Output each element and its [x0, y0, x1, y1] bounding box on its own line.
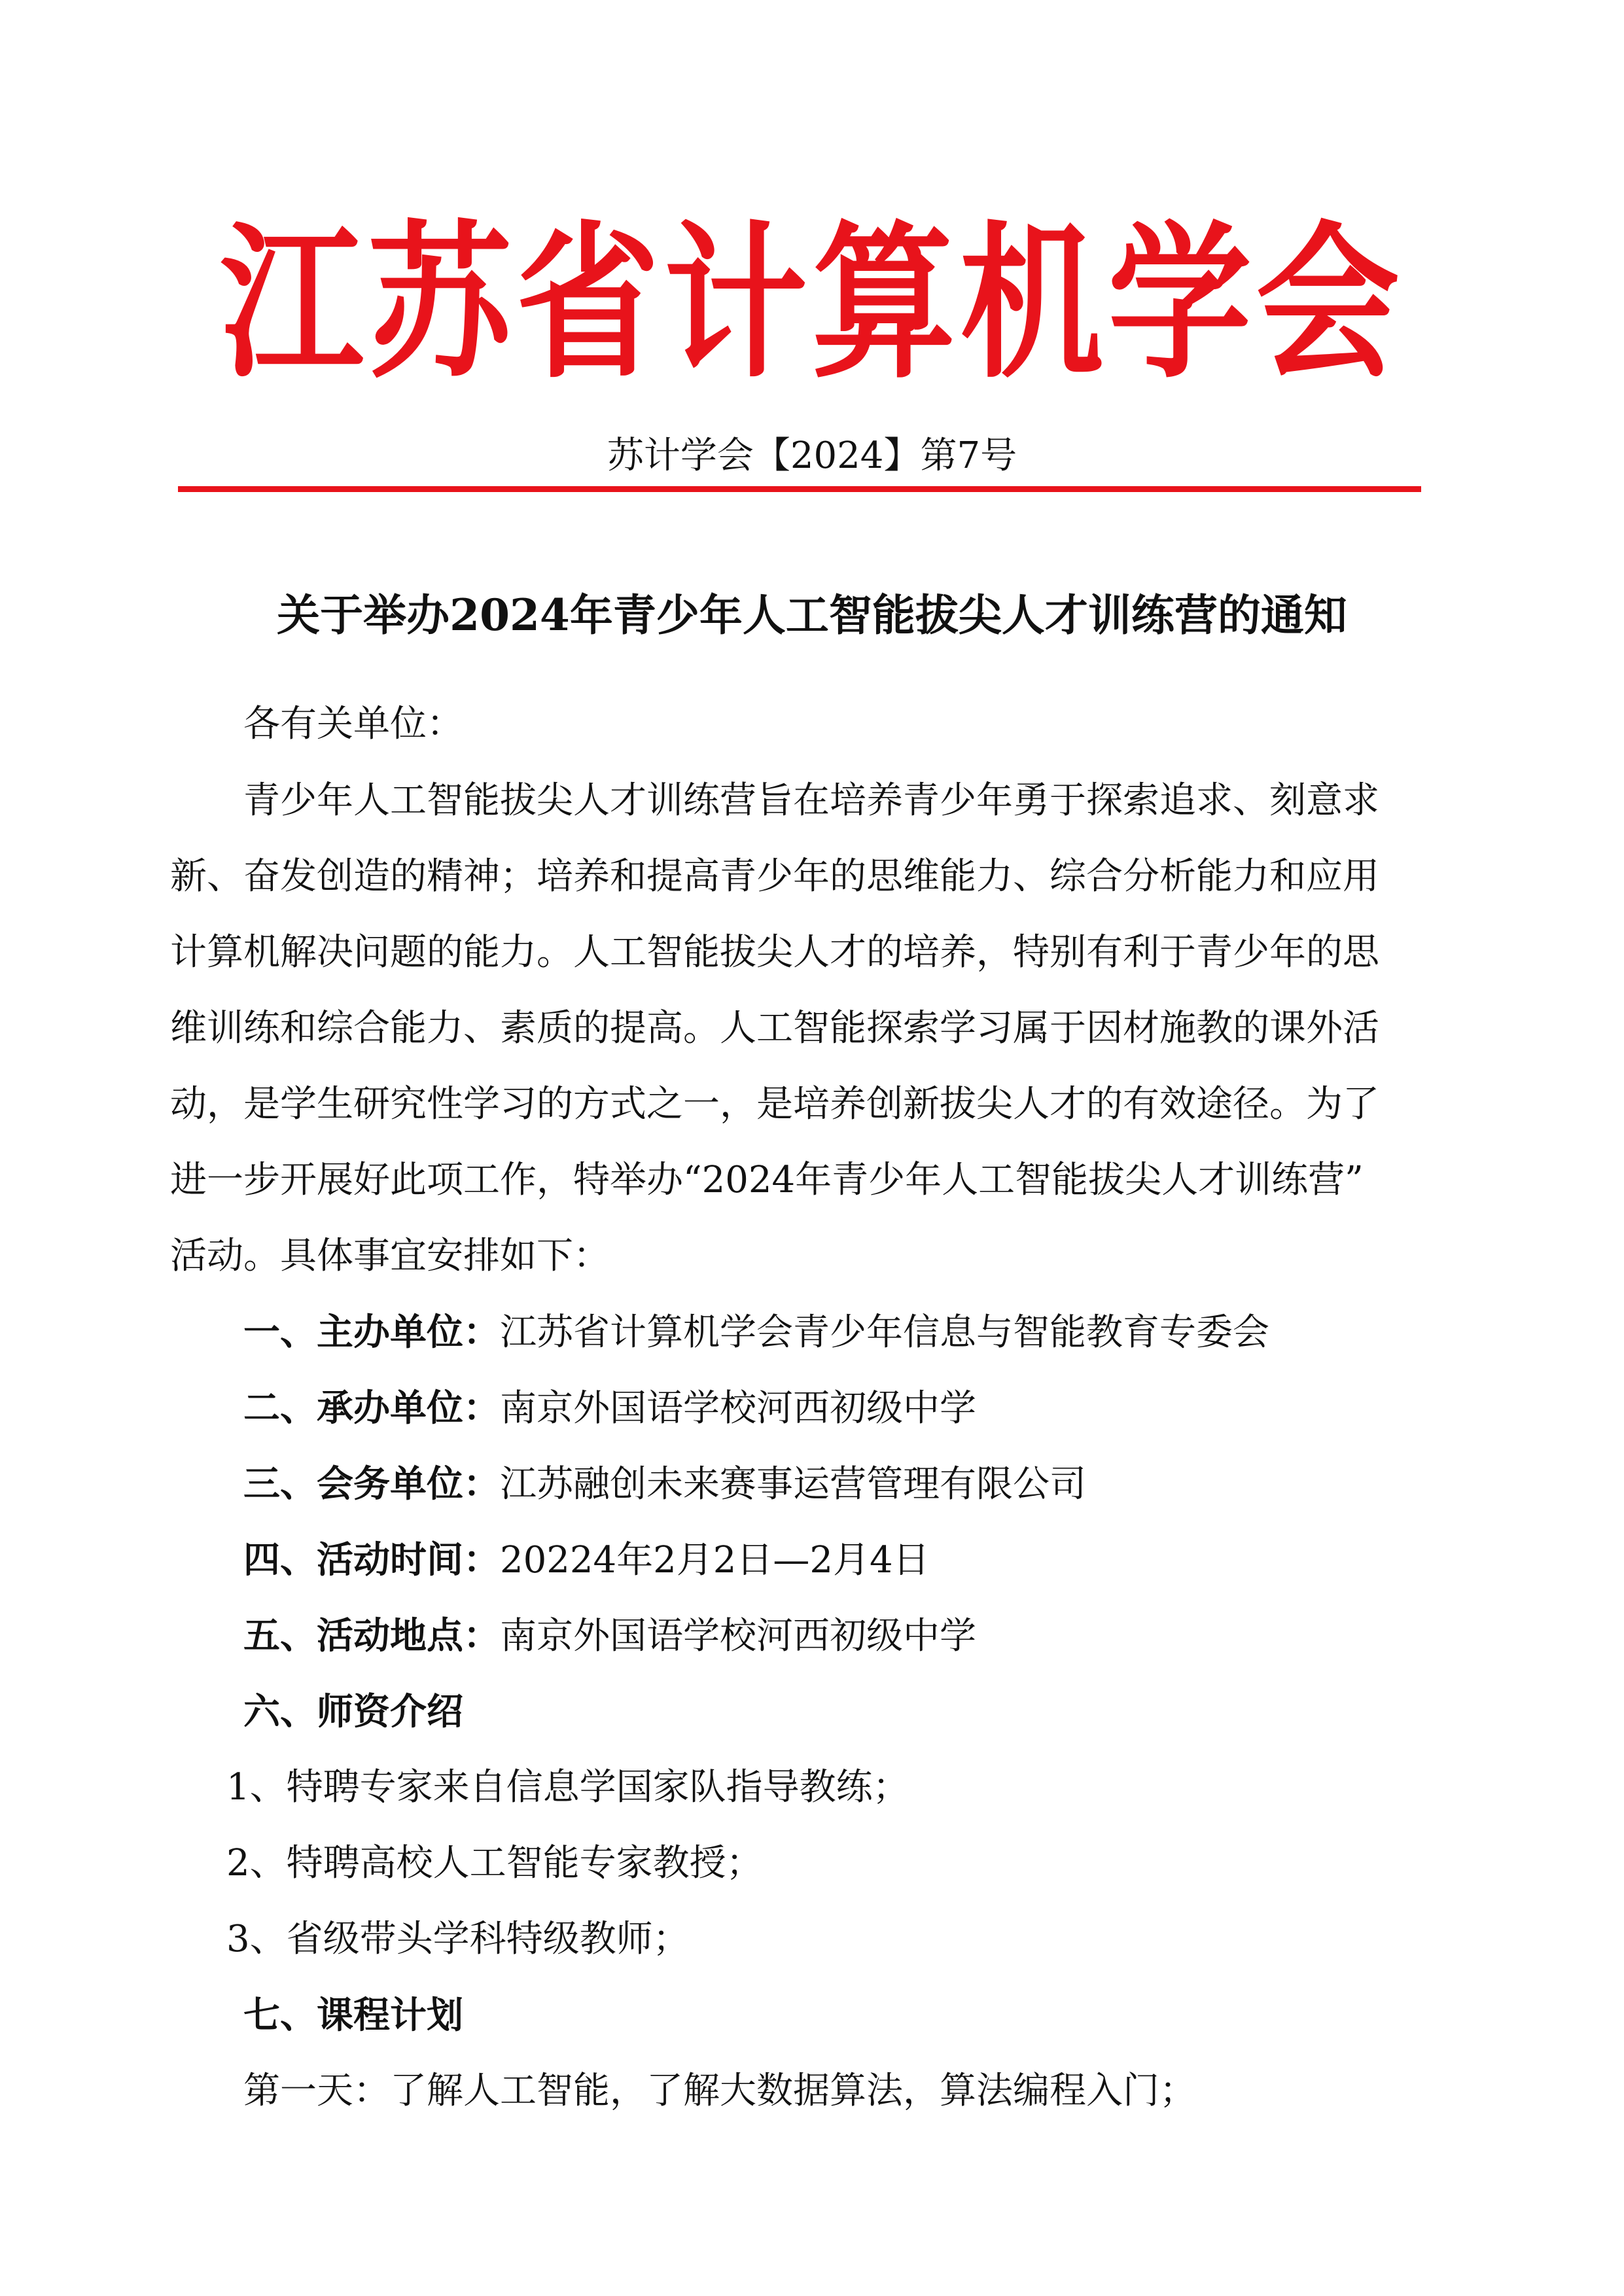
item-location: [243, 1608, 976, 1663]
notice-title: 关于举办2024年青少年人工智能拔尖人才训练营的通知: [277, 590, 1347, 641]
item-location-label: 五、活动地点：: [243, 1614, 500, 1657]
intro-line-3: 计算机解决问题的能力。人工智能拔尖人才的培养，特别有利于青少年的思: [170, 931, 1379, 974]
item-organizer: [243, 1305, 1269, 1360]
course-heading: 七、课程计划: [243, 1994, 463, 2037]
faculty-entry-1: 1、特聘专家来自信息学国家队指导教练；: [226, 1766, 909, 1809]
item-host-value: 南京外国语学校河西初级中学: [500, 1387, 976, 1430]
course-day-1: 第一天：了解人工智能，了解大数据算法，算法编程入门；: [243, 2070, 1196, 2112]
item-affairs-label: 三、会务单位：: [243, 1462, 500, 1506]
salutation: 各有关单位：: [243, 703, 463, 745]
item-host-label: 二、承办单位：: [243, 1386, 500, 1430]
item-time-value: 20224年2月2日—2月4日: [500, 1539, 930, 1581]
intro-line-1: 青少年人工智能拔尖人才训练营旨在培养青少年勇于探索追求、刻意求: [243, 779, 1379, 822]
item-time-label: 四、活动时间：: [243, 1538, 500, 1581]
org-masthead: 江苏省计算机学会: [220, 207, 1404, 401]
item-organizer-value: 江苏省计算机学会青少年信息与智能教育专委会: [500, 1311, 1269, 1354]
item-affairs: [243, 1457, 1086, 1511]
item-location-value: 南京外国语学校河西初级中学: [500, 1615, 976, 1657]
item-time: [243, 1532, 930, 1587]
intro-line-2: 新、奋发创造的精神；培养和提高青少年的思维能力、综合分析能力和应用: [170, 855, 1379, 898]
item-host: [243, 1381, 976, 1436]
intro-line-7: 活动。具体事宜安排如下：: [170, 1235, 610, 1277]
item-organizer-label: 一、主办单位：: [243, 1311, 500, 1354]
intro-line-5: 动，是学生研究性学习的方式之一，是培养创新拔尖人才的有效途径。为了: [170, 1083, 1379, 1125]
document-number: 苏计学会【2024】第7号: [607, 434, 1017, 477]
item-affairs-value: 江苏融创未来赛事运营管理有限公司: [500, 1463, 1086, 1506]
faculty-entry-2: 2、特聘高校人工智能专家教授；: [226, 1842, 763, 1884]
intro-line-6: 进一步开展好此项工作，特举办“2024年青少年人工智能拔尖人才训练营”: [170, 1159, 1364, 1201]
faculty-heading: 六、师资介绍: [243, 1690, 463, 1733]
intro-line-4: 维训练和综合能力、素质的提高。人工智能探索学习属于因材施教的课外活: [170, 1007, 1379, 1050]
red-header-rule: [178, 486, 1421, 492]
faculty-entry-3: 3、省级带头学科特级教师；: [226, 1918, 690, 1960]
